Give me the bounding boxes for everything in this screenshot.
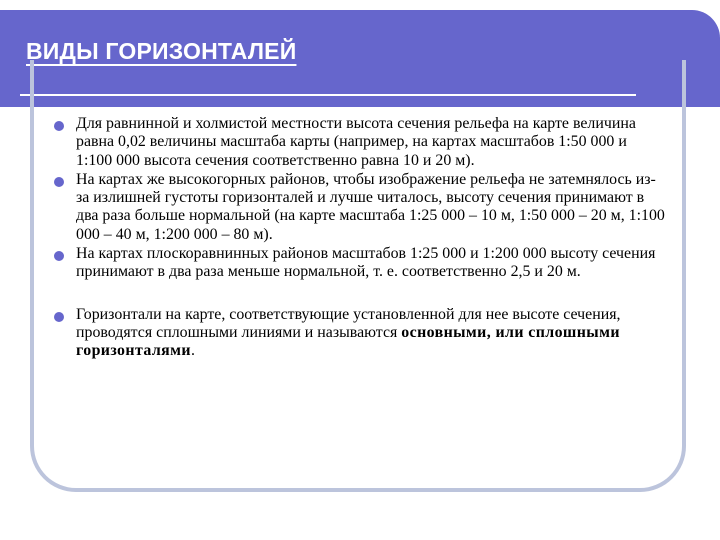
bullet-dot-icon: [54, 312, 64, 322]
bullet-dot-icon: [54, 121, 64, 131]
bullet-text-4-end: .: [190, 342, 195, 360]
bullet-dot-icon: [54, 251, 64, 261]
bullet-text-2: На картах же высокогорных районов, чтобы изображение рельефа не затемнялось из-за излишней густоты горизонталей и лучше читалось, высоту сечения принимают в два раза больше нормальной (на карте масштаба 1:25 000 – 10 м, 1:50 000 – 20 м, 1:100 000 – 40 м, 1:200 000 – 80 м).: [76, 170, 665, 243]
bullet-text-1: Для равнинной и холмистой местности высота сечения рельефа на карте величина равна 0,02 величины масштаба карты (например, на картах масштабов 1:50 000 и 1:100 000 высота сечения соответственно равна 10 и 20 м).: [76, 115, 636, 169]
bullet-dot-icon: [54, 177, 64, 187]
bullet-item-3: [54, 245, 666, 282]
bullet-item-4: [54, 306, 666, 361]
bullet-text-4-start: Горизонтали на карте, соответствующие установленной для нее высоте сечения, проводятся сплошными линиями и называются: [76, 305, 621, 341]
bullet-text-3: На картах плоскоравнинных районов масштабов 1:25 000 и 1:200 000 высоту сечения принимают в два раза меньше нормальной, т. е. соответственно 2,5 и 20 м.: [76, 245, 656, 281]
title-band-corner: [682, 10, 720, 107]
content-area: [54, 115, 666, 362]
bullet-text-4-bold: основными, или сплошными горизонталями: [76, 323, 620, 360]
bullet-list: [54, 115, 666, 361]
slide-title: ВИДЫ ГОРИЗОНТАЛЕЙ: [26, 38, 297, 64]
bullet-item-2: [54, 171, 666, 244]
bullet-item-1: [54, 115, 666, 170]
